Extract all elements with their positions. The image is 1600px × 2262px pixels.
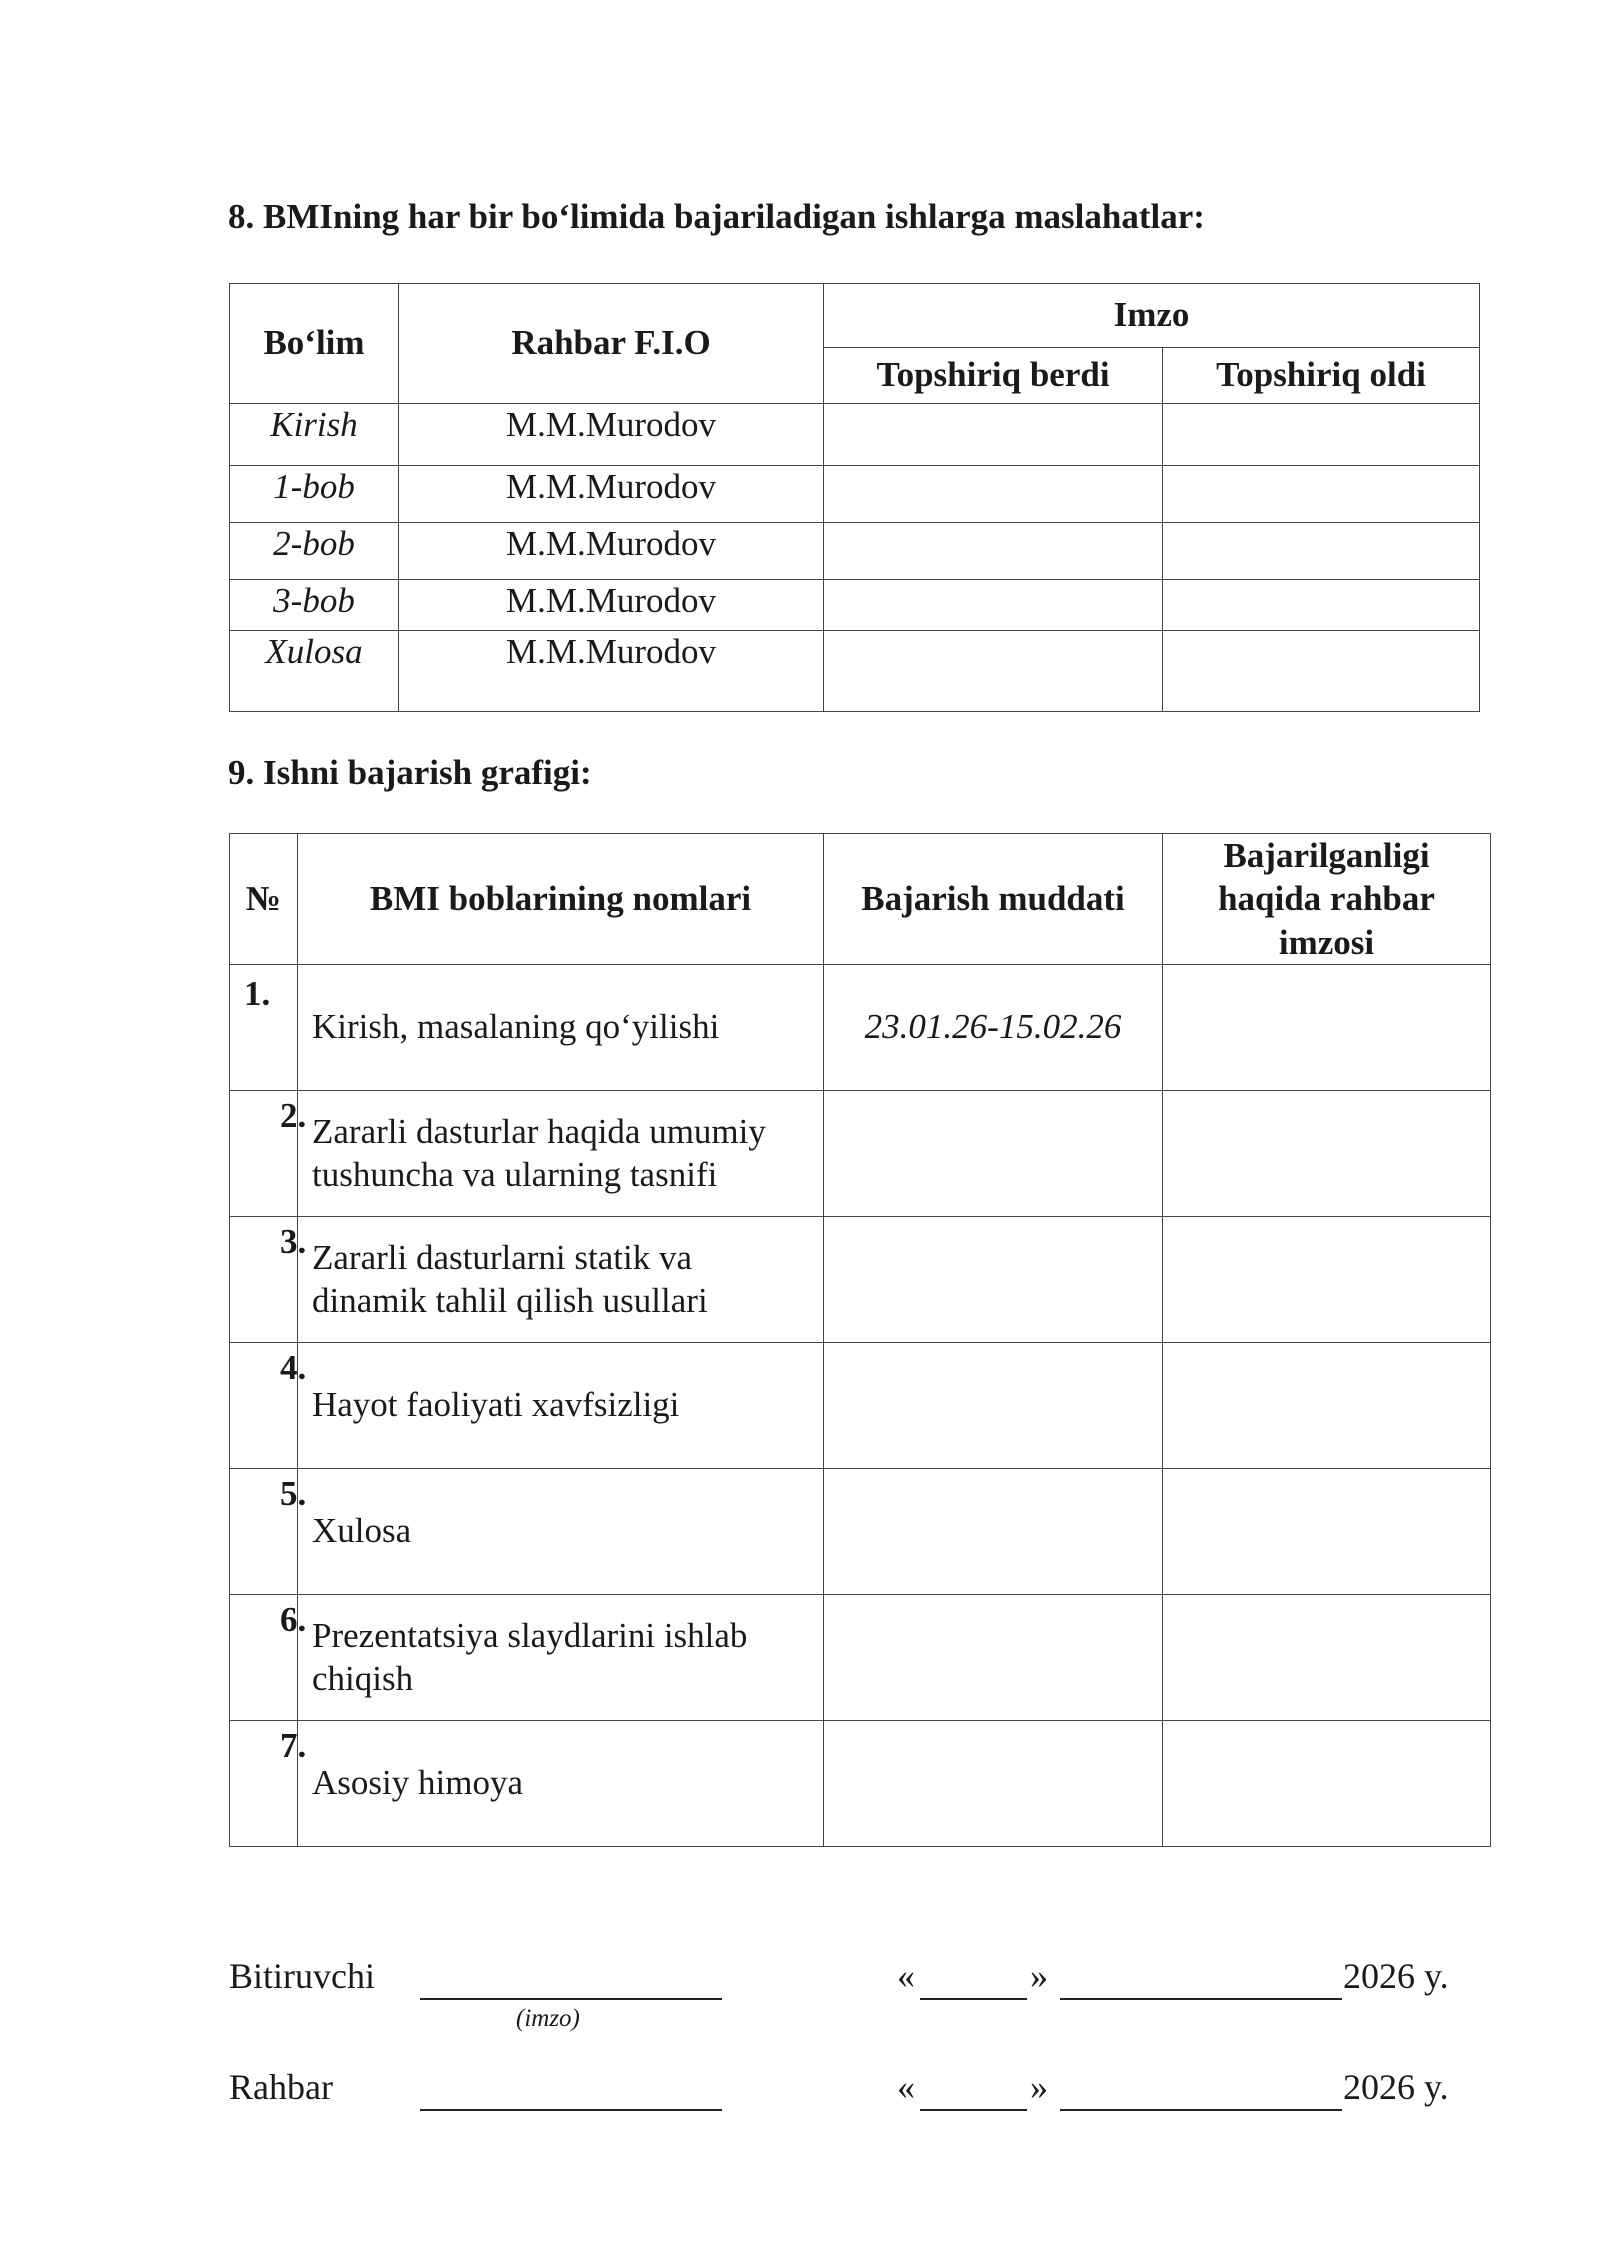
table-row bbox=[230, 965, 1491, 1091]
chapter-name-line-1: Prezentatsiya slaydlarini ishlab bbox=[312, 1615, 748, 1655]
advisor-signature-cell bbox=[1163, 1343, 1491, 1469]
deadline-cell bbox=[824, 1217, 1163, 1343]
advisor-cell: M.M.Murodov bbox=[399, 631, 824, 712]
table-row bbox=[230, 1091, 1491, 1217]
advisor-signature-cell bbox=[1163, 1721, 1491, 1847]
advisor-cell: M.M.Murodov bbox=[399, 523, 824, 580]
deadline-cell bbox=[824, 1469, 1163, 1595]
table-row bbox=[230, 1595, 1491, 1721]
signature-given-cell bbox=[824, 580, 1163, 631]
row-number-cell bbox=[230, 1721, 307, 1847]
advisor-cell: M.M.Murodov bbox=[399, 580, 824, 631]
chapter-name-cell bbox=[298, 1343, 824, 1469]
chapter-name-cell bbox=[298, 1721, 824, 1847]
table-row bbox=[230, 466, 1480, 523]
section-cell: 2-bob bbox=[230, 523, 399, 580]
header-deadline: Bajarish muddati bbox=[824, 834, 1163, 965]
table-row bbox=[230, 1469, 1491, 1595]
chapter-name-line-1: Kirish, masalaning qo‘yilishi bbox=[312, 1007, 720, 1047]
graduate-year: 2026 y. bbox=[1343, 1956, 1449, 1996]
row-number-cell bbox=[230, 965, 298, 1091]
advisor-table bbox=[229, 283, 1480, 712]
row-number-cell bbox=[230, 1595, 307, 1721]
row-number-cell bbox=[230, 1469, 307, 1595]
table-row bbox=[230, 1217, 1491, 1343]
chapter-name-line-1: Zararli dasturlar haqida umumiy bbox=[312, 1111, 766, 1151]
schedule-table bbox=[229, 833, 1491, 1847]
advisor-label: Rahbar bbox=[229, 2067, 333, 2107]
chapter-name-line-1: Zararli dasturlarni statik va bbox=[312, 1237, 692, 1277]
row-number: 3. bbox=[280, 1222, 307, 1262]
advisor-signature-cell bbox=[1163, 965, 1491, 1091]
row-number-cell bbox=[230, 1091, 307, 1217]
signature-given-cell bbox=[824, 631, 1163, 712]
row-number-cell bbox=[230, 1217, 307, 1343]
header-rahbar: Rahbar F.I.O bbox=[399, 284, 824, 404]
chapter-name-cell bbox=[298, 1091, 824, 1217]
graduate-signature-line[interactable] bbox=[420, 1998, 722, 2000]
quote-close: » bbox=[1030, 2067, 1048, 2107]
header-bolim: Bo‘lim bbox=[230, 284, 399, 404]
row-number: 6. bbox=[280, 1600, 307, 1640]
table-row bbox=[230, 1721, 1491, 1847]
signature-given-cell bbox=[824, 523, 1163, 580]
chapter-name-cell bbox=[298, 965, 824, 1091]
header-sign-line-1: Bajarilganligi bbox=[1223, 836, 1430, 875]
table-row bbox=[230, 1343, 1491, 1469]
advisor-day-line[interactable] bbox=[920, 2109, 1027, 2111]
table-row bbox=[230, 580, 1480, 631]
graduate-day-line[interactable] bbox=[920, 1998, 1027, 2000]
chapter-name-line-1: Asosiy himoya bbox=[312, 1763, 523, 1803]
chapter-name-cell bbox=[298, 1469, 824, 1595]
table-row bbox=[230, 523, 1480, 580]
quote-open: « bbox=[897, 1956, 915, 1996]
header-sign-line-3: imzosi bbox=[1278, 922, 1375, 962]
advisor-signature-cell bbox=[1163, 1217, 1491, 1343]
deadline-cell bbox=[824, 1721, 1163, 1847]
row-number: 5. bbox=[280, 1474, 307, 1514]
graduate-month-line[interactable] bbox=[1060, 1998, 1342, 2000]
table-row bbox=[230, 404, 1480, 466]
advisor-month-line[interactable] bbox=[1060, 2109, 1342, 2111]
section-cell: Kirish bbox=[230, 404, 399, 466]
table-row bbox=[230, 631, 1480, 712]
deadline-cell: 23.01.26-15.02.26 bbox=[824, 965, 1163, 1091]
deadline-cell bbox=[824, 1343, 1163, 1469]
advisor-signature-cell bbox=[1163, 1469, 1491, 1595]
header-number: № bbox=[230, 834, 298, 965]
chapter-name-line-2: tushuncha va ularning tasnifi bbox=[312, 1154, 718, 1194]
chapter-name-line-1: Hayot faoliyati xavfsizligi bbox=[312, 1385, 680, 1425]
chapter-name-line-2: chiqish bbox=[312, 1658, 414, 1698]
row-number: 4. bbox=[280, 1348, 307, 1388]
section-8-heading: 8. BMIning har bir bo‘limida bajariladigan ishlarga maslahatlar: bbox=[228, 197, 1205, 236]
chapter-name-line-2: dinamik tahlil qilish usullari bbox=[312, 1280, 708, 1320]
signature-received-cell bbox=[1163, 631, 1480, 712]
header-topshiriq-oldi: Topshiriq oldi bbox=[1163, 348, 1480, 404]
section-cell: 3-bob bbox=[230, 580, 399, 631]
section-9-heading: 9. Ishni bajarish grafigi: bbox=[228, 753, 592, 792]
row-number-cell bbox=[230, 1343, 307, 1469]
header-chapter-names: BMI boblarining nomlari bbox=[298, 834, 824, 965]
header-sign-line-2: haqida rahbar bbox=[1218, 879, 1435, 919]
chapter-name-line-1: Xulosa bbox=[312, 1511, 412, 1551]
advisor-year: 2026 y. bbox=[1343, 2067, 1449, 2107]
signature-received-cell bbox=[1163, 523, 1480, 580]
quote-close: » bbox=[1030, 1956, 1048, 1996]
section-cell: Xulosa bbox=[230, 631, 399, 712]
header-imzo: Imzo bbox=[824, 284, 1480, 348]
quote-open: « bbox=[897, 2067, 915, 2107]
advisor-signature-line[interactable] bbox=[420, 2109, 722, 2111]
header-topshiriq-berdi: Topshiriq berdi bbox=[824, 348, 1163, 404]
advisor-cell: M.M.Murodov bbox=[399, 404, 824, 466]
advisor-signature-cell bbox=[1163, 1091, 1491, 1217]
signature-received-cell bbox=[1163, 404, 1480, 466]
row-number: 7. bbox=[280, 1726, 307, 1766]
chapter-name-cell bbox=[298, 1595, 824, 1721]
row-number: 1. bbox=[244, 974, 271, 1014]
advisor-cell: M.M.Murodov bbox=[399, 466, 824, 523]
signature-given-cell bbox=[824, 466, 1163, 523]
row-number: 2. bbox=[280, 1096, 307, 1136]
deadline-cell bbox=[824, 1595, 1163, 1721]
signature-given-cell bbox=[824, 404, 1163, 466]
chapter-name-cell bbox=[298, 1217, 824, 1343]
signature-received-cell bbox=[1163, 466, 1480, 523]
signature-received-cell bbox=[1163, 580, 1480, 631]
advisor-signature-cell bbox=[1163, 1595, 1491, 1721]
deadline-cell bbox=[824, 1091, 1163, 1217]
section-cell: 1-bob bbox=[230, 466, 399, 523]
header-advisor-signature bbox=[1163, 834, 1491, 965]
signature-note: (imzo) bbox=[516, 2005, 580, 2032]
graduate-label: Bitiruvchi bbox=[229, 1956, 375, 1996]
